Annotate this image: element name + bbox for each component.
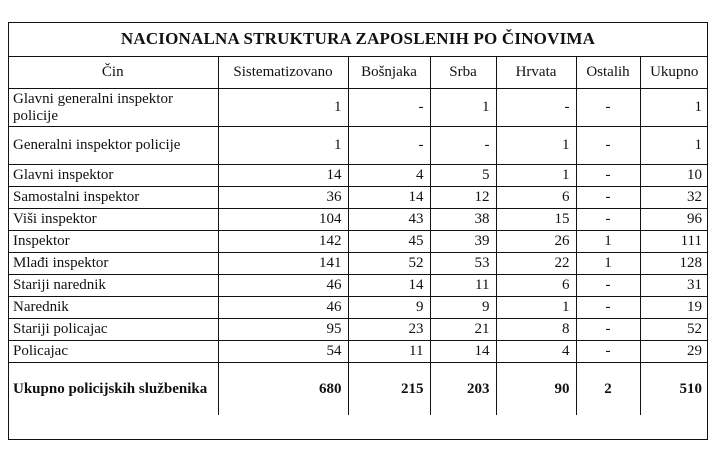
table-cell: - bbox=[576, 209, 640, 231]
rank-label: Glavni inspektor bbox=[8, 165, 218, 187]
table-cell: 1 bbox=[218, 89, 348, 127]
table-cell: 4 bbox=[496, 341, 576, 363]
column-header: Ostalih bbox=[576, 57, 640, 89]
table-row bbox=[8, 275, 708, 297]
table-cell: - bbox=[576, 127, 640, 165]
table-cell: 39 bbox=[430, 231, 496, 253]
table-cell: 4 bbox=[348, 165, 430, 187]
rank-structure-table bbox=[8, 56, 708, 415]
table-cell: 1 bbox=[496, 127, 576, 165]
table-cell: - bbox=[576, 341, 640, 363]
table-cell: 11 bbox=[348, 341, 430, 363]
table-cell: 10 bbox=[640, 165, 708, 187]
rank-label: Generalni inspektor policije bbox=[8, 127, 218, 165]
table-cell: 14 bbox=[218, 165, 348, 187]
table-cell: 95 bbox=[218, 319, 348, 341]
table-cell: 141 bbox=[218, 253, 348, 275]
table-cell: 1 bbox=[496, 165, 576, 187]
rank-label: Narednik bbox=[8, 297, 218, 319]
table-cell: 46 bbox=[218, 297, 348, 319]
table-row bbox=[8, 231, 708, 253]
table-cell: 104 bbox=[218, 209, 348, 231]
table-cell: 36 bbox=[218, 187, 348, 209]
table-cell: 96 bbox=[640, 209, 708, 231]
table-cell: 1 bbox=[576, 253, 640, 275]
table-cell: 52 bbox=[640, 319, 708, 341]
table-row bbox=[8, 253, 708, 275]
table-cell: 12 bbox=[430, 187, 496, 209]
table-cell: 22 bbox=[496, 253, 576, 275]
table-cell: - bbox=[576, 187, 640, 209]
table-cell: 46 bbox=[218, 275, 348, 297]
table-cell: 38 bbox=[430, 209, 496, 231]
table-row bbox=[8, 209, 708, 231]
column-header: Hrvata bbox=[496, 57, 576, 89]
table-cell: 26 bbox=[496, 231, 576, 253]
rank-label: Mlađi inspektor bbox=[8, 253, 218, 275]
table-cell: 680 bbox=[218, 363, 348, 416]
table-cell: 111 bbox=[640, 231, 708, 253]
table-cell: 1 bbox=[640, 89, 708, 127]
header-row bbox=[8, 57, 708, 89]
table-cell: - bbox=[576, 89, 640, 127]
rank-label: Inspektor bbox=[8, 231, 218, 253]
table-cell: 9 bbox=[348, 297, 430, 319]
column-header: Sistematizovano bbox=[218, 57, 348, 89]
table-cell: 54 bbox=[218, 341, 348, 363]
table-cell: 14 bbox=[348, 275, 430, 297]
table-row bbox=[8, 165, 708, 187]
rank-label: Policajac bbox=[8, 341, 218, 363]
table-cell: 215 bbox=[348, 363, 430, 416]
table-cell: 23 bbox=[348, 319, 430, 341]
table-cell: - bbox=[576, 319, 640, 341]
rank-label: Stariji policajac bbox=[8, 319, 218, 341]
table-cell: - bbox=[576, 165, 640, 187]
table-cell: 1 bbox=[430, 89, 496, 127]
table-cell: 29 bbox=[640, 341, 708, 363]
table-cell: 1 bbox=[496, 297, 576, 319]
table-cell: - bbox=[348, 89, 430, 127]
table-cell: 5 bbox=[430, 165, 496, 187]
table-cell: 1 bbox=[576, 231, 640, 253]
table-cell: 52 bbox=[348, 253, 430, 275]
table-row bbox=[8, 319, 708, 341]
rank-label: Ukupno policijskih službenika bbox=[8, 363, 218, 416]
table-cell: 203 bbox=[430, 363, 496, 416]
table-title: NACIONALNA STRUKTURA ZAPOSLENIH PO ČINOVIMA bbox=[120, 29, 596, 48]
table-cell: - bbox=[576, 275, 640, 297]
table-cell: 45 bbox=[348, 231, 430, 253]
rank-label: Stariji narednik bbox=[8, 275, 218, 297]
table-cell: 8 bbox=[496, 319, 576, 341]
table-cell: 1 bbox=[640, 127, 708, 165]
table-cell: 128 bbox=[640, 253, 708, 275]
table-cell: - bbox=[430, 127, 496, 165]
table-cell: 43 bbox=[348, 209, 430, 231]
table-row bbox=[8, 187, 708, 209]
table-cell: - bbox=[576, 297, 640, 319]
table-cell: 31 bbox=[640, 275, 708, 297]
table-cell: 14 bbox=[348, 187, 430, 209]
table-body bbox=[8, 89, 708, 416]
table-cell: 6 bbox=[496, 187, 576, 209]
table-cell: 142 bbox=[218, 231, 348, 253]
table-row bbox=[8, 89, 708, 127]
table-document bbox=[8, 22, 708, 440]
table-cell: 32 bbox=[640, 187, 708, 209]
table-cell: 90 bbox=[496, 363, 576, 416]
table-cell: 1 bbox=[218, 127, 348, 165]
table-cell: 21 bbox=[430, 319, 496, 341]
table-cell: 2 bbox=[576, 363, 640, 416]
rank-label: Viši inspektor bbox=[8, 209, 218, 231]
table-cell: 15 bbox=[496, 209, 576, 231]
column-header: Srba bbox=[430, 57, 496, 89]
table-row bbox=[8, 341, 708, 363]
column-header: Bošnjaka bbox=[348, 57, 430, 89]
table-cell: 9 bbox=[430, 297, 496, 319]
table-cell: - bbox=[348, 127, 430, 165]
table-cell: 510 bbox=[640, 363, 708, 416]
table-cell: 11 bbox=[430, 275, 496, 297]
table-cell: 53 bbox=[430, 253, 496, 275]
table-cell: 6 bbox=[496, 275, 576, 297]
table-row bbox=[8, 127, 708, 165]
column-header: Čin bbox=[8, 57, 218, 89]
table-cell: 19 bbox=[640, 297, 708, 319]
rank-label: Glavni generalni inspektor policije bbox=[8, 89, 218, 127]
table-cell: - bbox=[496, 89, 576, 127]
table-row bbox=[8, 297, 708, 319]
column-header: Ukupno bbox=[640, 57, 708, 89]
table-cell: 14 bbox=[430, 341, 496, 363]
total-row bbox=[8, 363, 708, 416]
rank-label: Samostalni inspektor bbox=[8, 187, 218, 209]
